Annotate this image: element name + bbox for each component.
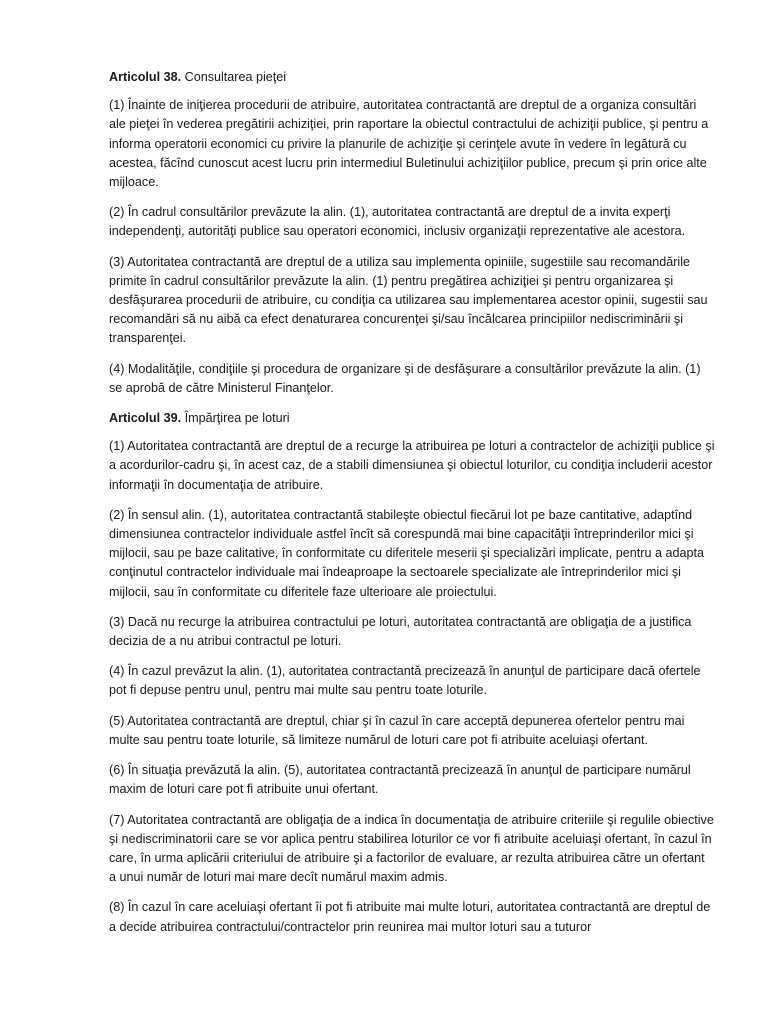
article-39-paragraph-2: (2) În sensul alin. (1), autoritatea contractantă stabileşte obiectul fiecărui lot pe baze cantitative, adaptînd dimensiunea contractelor individuale astfel încît să corespundă mai bine capacităţii întreprinderilor mici şi mijlocii, sau pe baze calitative, în conformitate cu diferitele meserii şi specializări implicate, pentru a adapta conţinutul contractelor individuale mai îndeaproape la sectoarele specializate ale întreprinderilor mici şi mijlocii, sau în conformitate cu diferitele faze ulterioare ale proiectului. (109, 507, 704, 599)
article-38-paragraph-4: (4) Modalităţile, condiţiile şi procedura de organizare şi de desfăşurare a consultărilor prevăzute la alin. (1) se aprobă de către Ministerul Finanţelor. (109, 361, 701, 395)
article-38-paragraph-1: (1) Înainte de iniţierea procedurii de atribuire, autoritatea contractantă are dreptul de a organiza consultări ale pieţei în vederea pregătirii achiziţiei, prin raportare la obiectul contractului de achiziţii publice, şi pentru a informa operatorii economici cu privire la planurile de achiziţie şi cerinţele avute în vedere în legătură cu acestea, făcînd cunoscut acest lucru prin intermediul Buletinului achiziţiilor publice, precum şi prin orice alte mijloace. (109, 98, 709, 190)
article-39-label: Articolul 39. (109, 411, 182, 426)
article-39-paragraph-1: (1) Autoritatea contractantă are dreptul de a recurge la atribuirea pe loturi a contractelor de achiziţii publice şi a acordurilor-cadru şi, în acest caz, de a stabili dimensiunea şi obiectul loturilor, cu condiţia includerii acestor informaţii în documentaţia de atribuire. (109, 439, 715, 492)
article-38-heading (109, 68, 715, 87)
article-39-title: Împărţirea pe loturi (184, 411, 290, 426)
document-page (109, 68, 715, 948)
article-38-label: Articolul 38. (109, 70, 182, 84)
article-39-paragraph-6: (6) În situaţia prevăzută la alin. (5), autoritatea contractantă precizează în anunţul de participare numărul maxim de loturi care pot fi atribuite unui ofertant. (109, 763, 691, 797)
article-38-paragraph-2: (2) În cadrul consultărilor prevăzute la alin. (1), autoritatea contractantă are dreptul de a invita experţi independenţi, autorităţi publice sau operatori economici, inclusiv organizaţii reprezentative ale acestora. (109, 205, 686, 239)
article-38-paragraph-3: (3) Autoritatea contractantă are dreptul de a utiliza sau implementa opiniile, sugestiile sau recomandările primite în cadrul consultărilor prevăzute la alin. (1) pentru pregătirea achiziţiei şi pentru organizarea şi desfăşurarea procedurii de atribuire, cu condiţia ca utilizarea sau implementarea acestor opinii, sugestii sau recomandări să nu aibă ca efect denaturarea concurenţei şi/sau încălcarea principiilor nediscriminării şi transparenţei. (109, 254, 708, 346)
article-39-paragraph-4: (4) În cazul prevăzut la alin. (1), autoritatea contractantă precizează în anunţul de participare dacă ofertele pot fi depuse pentru unul, pentru mai multe sau pentru toate loturile. (109, 664, 701, 698)
article-39-paragraph-7: (7) Autoritatea contractantă are obligaţia de a indica în documentaţia de atribuire criteriile şi regulile obiective şi nediscriminatorii care se vor aplica pentru stabilirea loturilor ce vor fi atribuite aceluiaşi ofertant, în cazul în care, în urma aplicării criteriului de atribuire şi a factorilor de evaluare, ar rezulta atribuirea către un ofertant a unui număr de loturi mai mare decît numărul maxim admis. (109, 812, 714, 885)
article-39-paragraph-8: (8) În cazul în care aceluiaşi ofertant îi pot fi atribuite mai multe loturi, autoritatea contractantă are dreptul de a decide atribuirea contractului/contractelor prin reunirea mai multor loturi sau a tuturor (109, 900, 711, 934)
article-39-heading (109, 409, 715, 428)
article-39-paragraph-5: (5) Autoritatea contractantă are dreptul, chiar şi în cazul în care acceptă depunerea ofertelor pentru mai multe sau pentru toate loturile, să limiteze numărul de loturi care pot fi atribuite aceluiaşi ofertant. (109, 713, 685, 747)
article-39-paragraph-3: (3) Dacă nu recurge la atribuirea contractului pe loturi, autoritatea contractantă are obligaţia de a justifica decizia de a nu atribui contractul pe loturi. (109, 614, 692, 649)
article-38-title: Consultarea pieţei (184, 70, 287, 84)
